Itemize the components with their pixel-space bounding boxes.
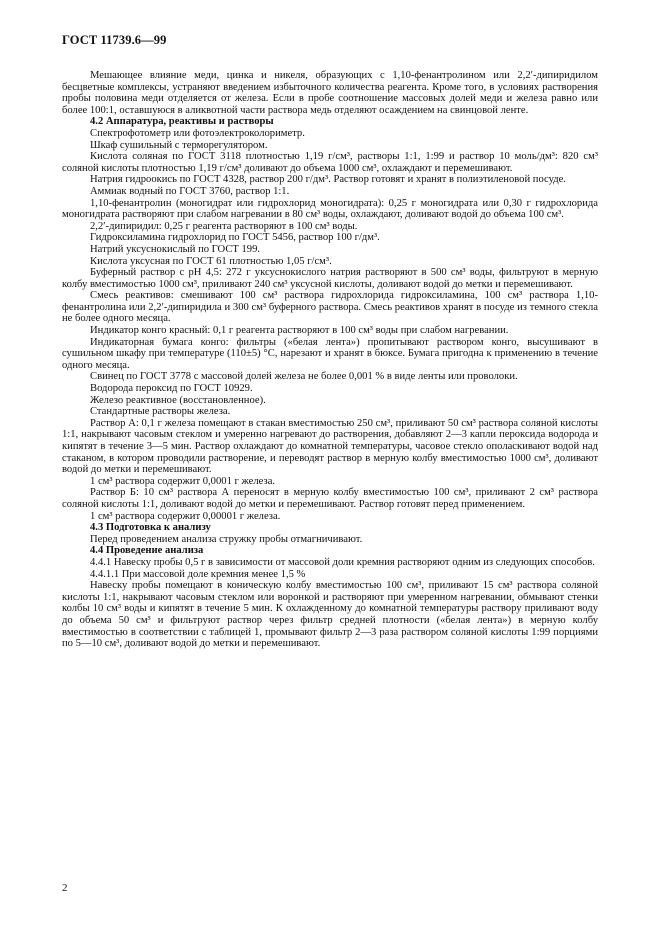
paragraph: Натрия гидроокись по ГОСТ 4328, раствор 200 г/дм³. Раствор готовят и хранят в полиэтиленовой посуде.: [90, 174, 566, 186]
paragraph: Смесь реактивов: смешивают 100 см³ раствора гидрохлорида гидроксиламина, 100 см³ раствора 1,10-фенантролина или 2,2′-дипиридила и 300 см³ буферного раствора. Смесь реактивов хранят в посуде из темного стекла не более одного месяца.: [62, 290, 598, 325]
paragraph: Кислота уксусная по ГОСТ 61 плотностью 1,05 г/см³.: [90, 255, 332, 267]
paragraph: Стандартные растворы железа.: [90, 406, 231, 418]
paragraph: 1 см³ раствора содержит 0,0001 г железа.: [90, 475, 276, 487]
document-body: [62, 70, 598, 650]
paragraph: 4.4.1.1 При массовой доле кремния менее 1,5 %: [90, 568, 306, 580]
paragraph: Натрий уксуснокислый по ГОСТ 199.: [90, 243, 261, 255]
paragraph: Гидроксиламина гидрохлорид по ГОСТ 5456, раствор 100 г/дм³.: [90, 232, 380, 244]
paragraph: 1 см³ раствора содержит 0,00001 г железа.: [90, 510, 281, 522]
paragraph: Мешающее влияние меди, цинка и никеля, образующих с 1,10-фенантролином или 2,2′-дипиридилом бесцветные комплексы, устраняют введением избыточного количества реагента. Кроме того, в условиях растворения пробы половина меди отделяется от железа. Если в пробе соотношение массовых долей меди и железа равно или более 100:1, оставшуюся в аликвотной части раствора медь отделяют осаждением на свинцовой ленте.: [62, 70, 598, 116]
paragraph: Спектрофотометр или фотоэлектроколориметр.: [90, 127, 305, 139]
paragraph: Шкаф сушильный с терморегулятором.: [90, 139, 268, 151]
paragraph: Перед проведением анализа стружку пробы отмагничивают.: [90, 533, 363, 545]
page-number: 2: [62, 882, 68, 894]
section-heading: 4.3 Подготовка к анализу: [90, 522, 211, 534]
section-heading: 4.2 Аппаратура, реактивы и растворы: [90, 116, 274, 128]
paragraph: Водорода пероксид по ГОСТ 10929.: [90, 383, 253, 395]
paragraph: Раствор А: 0,1 г железа помещают в стакан вместимостью 250 см³, приливают 50 см³ раствора соляной кислоты 1:1, накрывают часовым стеклом и умеренно нагревают до растворения, добавляют 2—3 капли пероксида водорода и кипятят в течение 3—5 мин. Раствор охлаждают до комнатной температуры, часовое стекло ополаскивают водой над стаканом, в котором проводили растворение, и переводят раствор в мерную колбу вместимостью 1000 см³, доливают водой до метки и перемешивают.: [62, 417, 598, 476]
paragraph: Раствор Б: 10 см³ раствора А переносят в мерную колбу вместимостью 100 см³, приливают 2 см³ раствора соляной кислоты 1:1, доливают водой до метки и перемешивают. Раствор готовят перед применением.: [62, 487, 598, 510]
paragraph: Индикатор конго красный: 0,1 г реагента растворяют в 100 см³ воды при слабом нагревании.: [90, 325, 509, 337]
paragraph: 1,10-фенантролин (моногидрат или гидрохлорид моногидрата): 0,25 г моногидрата или 0,30 г гидрохлорида моногидрата растворяют при слабом нагревании в 80 см³ воды, охлаждают, доливают водой до объема 100 см³.: [62, 197, 598, 221]
section-heading: 4.4 Проведение анализа: [90, 545, 204, 557]
paragraph: Аммиак водный по ГОСТ 3760, раствор 1:1.: [90, 185, 290, 197]
paragraph: Железо реактивное (восстановленное).: [90, 394, 266, 406]
paragraph: Индикаторная бумага конго: фильтры («белая лента») пропитывают раствором конго, высушивают в сушильном шкафу при температуре (110±5) °С, нарезают и хранят в бюксе. Бумага пригодна к применению в течение одного месяца.: [62, 336, 598, 371]
paragraph: Кислота соляная по ГОСТ 3118 плотностью 1,19 г/см³, растворы 1:1, 1:99 и раствор 10 моль/дм³: 820 см³ соляной кислоты плотностью 1,19 г/см³ доливают до объема 1000 см³, охлаждают и перемешивают.: [62, 151, 598, 174]
page-header: ГОСТ 11739.6—99: [62, 33, 167, 47]
paragraph: 4.4.1 Навеску пробы 0,5 г в зависимости от массовой доли кремния растворяют одним из следующих способов.: [90, 556, 595, 568]
paragraph: Навеску пробы помещают в коническую колбу вместимостью 100 см³, приливают 15 см³ раствора соляной кислоты 1:1, накрывают часовым стеклом или воронкой и растворяют при умеренном нагревании, обмывают стенки колбы 10 см³ воды и кипятят в течение 5 мин. К охлажденному до комнатной температуры раствору приливают воду до объема 50 см³ и фильтруют раствор через фильтр средней плотности («белая лента») в мерную колбу вместимостью в соответствии с таблицей 1, промывают фильтр 2—3 раза раствором соляной кислоты 1:99 порциями по 5—10 см³, доливают водой до метки и перемешивают.: [62, 580, 598, 650]
paragraph: Свинец по ГОСТ 3778 с массовой долей железа не более 0,001 % в виде ленты или проволоки.: [90, 371, 518, 383]
paragraph: 2,2′-дипиридил: 0,25 г реагента растворяют в 100 см³ воды.: [90, 220, 358, 232]
paragraph: Буферный раствор с pH 4,5: 272 г уксуснокислого натрия растворяют в 500 см³ воды, фильтруют в мерную колбу вместимостью 1000 см³, приливают 240 см³ уксусной кислоты, доливают водой до метки и перемешивают.: [62, 267, 598, 290]
